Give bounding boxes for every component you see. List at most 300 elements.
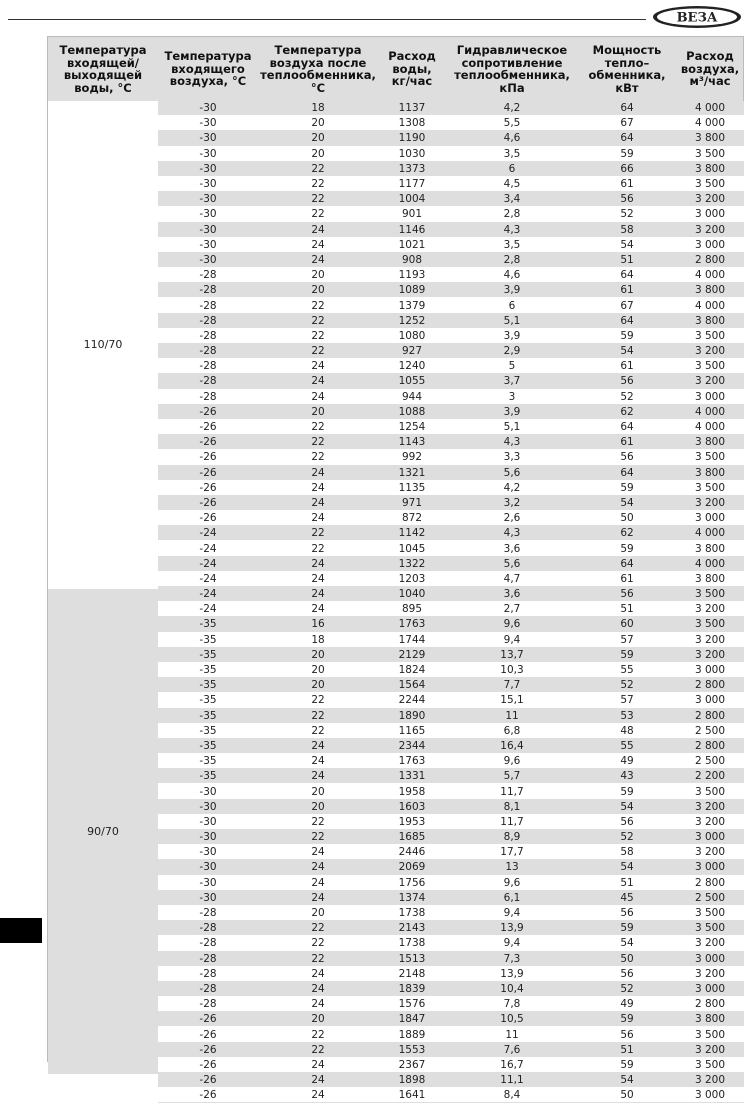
table-cell: 11 bbox=[505, 709, 519, 722]
table-row bbox=[158, 405, 744, 420]
table-row bbox=[158, 420, 744, 435]
table-cell: -35 bbox=[199, 679, 217, 692]
table-cell: 64 bbox=[620, 314, 634, 327]
table-cell: 11,1 bbox=[500, 1074, 524, 1087]
table-cell: 61 bbox=[620, 436, 634, 449]
table-cell: 3 000 bbox=[694, 1089, 726, 1102]
table-cell: -30 bbox=[199, 193, 217, 206]
table-cell: 24 bbox=[311, 238, 325, 251]
table-cell: 4,6 bbox=[503, 132, 521, 145]
table-cell: 55 bbox=[620, 664, 634, 677]
table-cell: -35 bbox=[199, 739, 217, 752]
table-cell: 10,3 bbox=[500, 664, 524, 677]
table-cell: 22 bbox=[311, 922, 325, 935]
table-cell: -28 bbox=[199, 922, 217, 935]
table-cell: 1055 bbox=[398, 375, 426, 388]
table-cell: 3,6 bbox=[503, 588, 521, 601]
table-cell: -24 bbox=[199, 557, 217, 570]
table-cell: 7,6 bbox=[503, 1043, 521, 1056]
table-cell: 3 800 bbox=[694, 572, 726, 585]
table-cell: 24 bbox=[311, 375, 325, 388]
table-cell: 1137 bbox=[398, 102, 426, 115]
table-cell: 24 bbox=[311, 588, 325, 601]
table-cell: 2069 bbox=[398, 861, 426, 874]
table-cell: -30 bbox=[199, 815, 217, 828]
table-cell: -26 bbox=[199, 466, 217, 479]
table-cell: 52 bbox=[620, 208, 634, 221]
table-row bbox=[158, 921, 744, 936]
table-cell: 7,8 bbox=[503, 998, 521, 1011]
table-cell: 54 bbox=[620, 937, 634, 950]
table-cell: 3 500 bbox=[694, 481, 726, 494]
table-cell: 5 bbox=[508, 360, 516, 373]
table-row bbox=[158, 268, 744, 283]
table-cell: 1603 bbox=[398, 800, 426, 813]
table-row bbox=[158, 1088, 744, 1103]
table-cell: 22 bbox=[311, 314, 325, 327]
table-cell: 3,9 bbox=[503, 405, 521, 418]
table-cell: 20 bbox=[311, 405, 325, 418]
table-cell: 49 bbox=[620, 755, 634, 768]
table-row bbox=[158, 830, 744, 845]
table-cell: 53 bbox=[620, 709, 634, 722]
table-cell: 17,7 bbox=[500, 846, 524, 859]
table-row bbox=[158, 1058, 744, 1073]
table-cell: 8,9 bbox=[503, 831, 521, 844]
table-cell: 1203 bbox=[398, 572, 426, 585]
table-row bbox=[158, 633, 744, 648]
table-cell: 3 200 bbox=[694, 633, 726, 646]
table-cell: 5,1 bbox=[503, 314, 521, 327]
table-cell: -28 bbox=[199, 952, 217, 965]
table-cell: 24 bbox=[311, 557, 325, 570]
table-cell: -28 bbox=[199, 329, 217, 342]
table-cell: 9,4 bbox=[503, 633, 521, 646]
table-cell: 1898 bbox=[398, 1074, 426, 1087]
table-cell: 3 000 bbox=[694, 694, 726, 707]
table-cell: 54 bbox=[620, 496, 634, 509]
table-row bbox=[158, 906, 744, 921]
table-cell: 56 bbox=[620, 967, 634, 980]
table-cell: 1004 bbox=[398, 193, 426, 206]
table-row bbox=[158, 374, 744, 389]
table-cell: 60 bbox=[620, 618, 634, 631]
table-cell: 1252 bbox=[398, 314, 426, 327]
table-cell: 2,8 bbox=[503, 208, 521, 221]
table-row bbox=[158, 724, 744, 739]
table-row bbox=[158, 784, 744, 799]
table-row bbox=[158, 207, 744, 222]
table-row bbox=[158, 116, 744, 131]
table-cell: -35 bbox=[199, 694, 217, 707]
table-cell: 11 bbox=[505, 1028, 519, 1041]
table-cell: 22 bbox=[311, 709, 325, 722]
table-row bbox=[158, 541, 744, 556]
water-temperature-group: 110/70 bbox=[48, 101, 158, 587]
table-cell: 50 bbox=[620, 512, 634, 525]
table-cell: 3 200 bbox=[694, 1074, 726, 1087]
table-cell: -35 bbox=[199, 648, 217, 661]
table-cell: 24 bbox=[311, 512, 325, 525]
table-cell: 1685 bbox=[398, 831, 426, 844]
table-cell: 3 500 bbox=[694, 588, 726, 601]
table-cell: 2367 bbox=[398, 1058, 426, 1071]
table-cell: 2344 bbox=[398, 739, 426, 752]
table-cell: 57 bbox=[620, 633, 634, 646]
table-cell: 22 bbox=[311, 694, 325, 707]
table-cell: -24 bbox=[199, 603, 217, 616]
table-row bbox=[158, 283, 744, 298]
table-row bbox=[158, 572, 744, 587]
table-cell: 51 bbox=[620, 253, 634, 266]
table-cell: -30 bbox=[199, 132, 217, 145]
table-row bbox=[158, 860, 744, 875]
table-cell: 2 200 bbox=[694, 770, 726, 783]
table-cell: 64 bbox=[620, 557, 634, 570]
table-cell: 56 bbox=[620, 193, 634, 206]
table-cell: 1040 bbox=[398, 588, 426, 601]
table-cell: 1190 bbox=[398, 132, 426, 145]
table-cell: 3,2 bbox=[503, 496, 521, 509]
table-cell: 16,7 bbox=[500, 1058, 524, 1071]
table-cell: 45 bbox=[620, 891, 634, 904]
table-cell: 56 bbox=[620, 451, 634, 464]
table-cell: 24 bbox=[311, 770, 325, 783]
table-cell: 1839 bbox=[398, 982, 426, 995]
table-cell: 3 000 bbox=[694, 390, 726, 403]
table-cell: 24 bbox=[311, 876, 325, 889]
table-row bbox=[158, 329, 744, 344]
table-cell: 20 bbox=[311, 800, 325, 813]
table-cell: 24 bbox=[311, 739, 325, 752]
table-cell: 22 bbox=[311, 527, 325, 540]
table-cell: 927 bbox=[401, 345, 423, 358]
table-cell: 971 bbox=[401, 496, 423, 509]
table-cell: 1889 bbox=[398, 1028, 426, 1041]
table-cell: 24 bbox=[311, 466, 325, 479]
table-row bbox=[158, 663, 744, 678]
table-cell: 2,6 bbox=[503, 512, 521, 525]
table-cell: 3 000 bbox=[694, 861, 726, 874]
table-cell: 22 bbox=[311, 329, 325, 342]
table-cell: 20 bbox=[311, 679, 325, 692]
table-cell: 64 bbox=[620, 102, 634, 115]
table-cell: 3 500 bbox=[694, 618, 726, 631]
table-cell: 56 bbox=[620, 375, 634, 388]
table-cell: 5,7 bbox=[503, 770, 521, 783]
table-cell: 59 bbox=[620, 785, 634, 798]
table-cell: 4 000 bbox=[694, 557, 726, 570]
table-cell: 4 000 bbox=[694, 405, 726, 418]
table-row bbox=[158, 390, 744, 405]
table-cell: 22 bbox=[311, 436, 325, 449]
table-row bbox=[158, 587, 744, 602]
table-cell: 895 bbox=[401, 603, 423, 616]
table-row bbox=[158, 359, 744, 374]
table-row bbox=[158, 891, 744, 906]
table-cell: -30 bbox=[199, 831, 217, 844]
table-cell: 2 800 bbox=[694, 739, 726, 752]
table-cell: 67 bbox=[620, 117, 634, 130]
table-cell: 9,4 bbox=[503, 907, 521, 920]
page-side-tab bbox=[0, 918, 42, 943]
table-cell: -28 bbox=[199, 284, 217, 297]
table-cell: 22 bbox=[311, 162, 325, 175]
table-cell: 50 bbox=[620, 1089, 634, 1102]
table-cell: 3 500 bbox=[694, 360, 726, 373]
table-cell: 1080 bbox=[398, 329, 426, 342]
table-cell: 24 bbox=[311, 967, 325, 980]
table-row bbox=[158, 298, 744, 313]
table-cell: 3,4 bbox=[503, 193, 521, 206]
table-cell: -30 bbox=[199, 253, 217, 266]
table-cell: -35 bbox=[199, 633, 217, 646]
table-cell: 3 200 bbox=[694, 375, 726, 388]
table-cell: 3 200 bbox=[694, 967, 726, 980]
table-cell: 1763 bbox=[398, 755, 426, 768]
table-cell: 58 bbox=[620, 223, 634, 236]
table-cell: 3 500 bbox=[694, 922, 726, 935]
table-cell: 3 200 bbox=[694, 345, 726, 358]
table-cell: 1254 bbox=[398, 421, 426, 434]
table-cell: 52 bbox=[620, 679, 634, 692]
table-cell: 2 800 bbox=[694, 679, 726, 692]
table-cell: 4,2 bbox=[503, 102, 521, 115]
table-cell: 24 bbox=[311, 496, 325, 509]
table-row bbox=[158, 192, 744, 207]
column-header: Температура входящей/ выходящей воды, °С bbox=[59, 43, 147, 95]
table-cell: 20 bbox=[311, 117, 325, 130]
table-cell: -28 bbox=[199, 269, 217, 282]
table-cell: -26 bbox=[199, 451, 217, 464]
table-cell: 13 bbox=[505, 861, 519, 874]
table-row bbox=[158, 845, 744, 860]
table-cell: 43 bbox=[620, 770, 634, 783]
table-cell: 2143 bbox=[398, 922, 426, 935]
table-cell: 3 200 bbox=[694, 496, 726, 509]
table-cell: -30 bbox=[199, 162, 217, 175]
table-header bbox=[48, 37, 743, 101]
table-cell: 20 bbox=[311, 664, 325, 677]
table-cell: 3 bbox=[508, 390, 516, 403]
table-cell: 3 500 bbox=[694, 451, 726, 464]
table-cell: 3,9 bbox=[503, 329, 521, 342]
table-row bbox=[158, 709, 744, 724]
table-row bbox=[158, 754, 744, 769]
table-row bbox=[158, 1073, 744, 1088]
table-cell: 51 bbox=[620, 603, 634, 616]
table-cell: 2,9 bbox=[503, 345, 521, 358]
table-cell: 1089 bbox=[398, 284, 426, 297]
table-cell: 3 000 bbox=[694, 831, 726, 844]
table-cell: 3 800 bbox=[694, 466, 726, 479]
table-cell: 55 bbox=[620, 739, 634, 752]
table-cell: 22 bbox=[311, 952, 325, 965]
table-cell: -30 bbox=[199, 861, 217, 874]
table-cell: -26 bbox=[199, 496, 217, 509]
table-cell: -28 bbox=[199, 937, 217, 950]
table-cell: 20 bbox=[311, 269, 325, 282]
table-cell: 20 bbox=[311, 785, 325, 798]
table-cell: 5,6 bbox=[503, 466, 521, 479]
table-cell: 3 500 bbox=[694, 907, 726, 920]
table-cell: 1379 bbox=[398, 299, 426, 312]
logo-text: ВЕЗА bbox=[676, 10, 718, 26]
table-cell: -26 bbox=[199, 1089, 217, 1102]
table-cell: 3 200 bbox=[694, 603, 726, 616]
table-cell: 8,4 bbox=[503, 1089, 521, 1102]
table-cell: -28 bbox=[199, 982, 217, 995]
table-cell: 56 bbox=[620, 588, 634, 601]
table-row bbox=[158, 162, 744, 177]
table-cell: 1177 bbox=[398, 178, 426, 191]
table-cell: 4 000 bbox=[694, 421, 726, 434]
table-cell: 22 bbox=[311, 542, 325, 555]
table-cell: -28 bbox=[199, 998, 217, 1011]
table-cell: 61 bbox=[620, 572, 634, 585]
table-cell: 52 bbox=[620, 982, 634, 995]
table-cell: 66 bbox=[620, 162, 634, 175]
table-cell: 16,4 bbox=[500, 739, 524, 752]
table-cell: 24 bbox=[311, 846, 325, 859]
table-cell: -26 bbox=[199, 1013, 217, 1026]
table-cell: 57 bbox=[620, 694, 634, 707]
table-cell: 61 bbox=[620, 360, 634, 373]
table-cell: 59 bbox=[620, 1013, 634, 1026]
table-cell: 20 bbox=[311, 648, 325, 661]
table-row bbox=[158, 344, 744, 359]
table-cell: -26 bbox=[199, 436, 217, 449]
table-cell: -28 bbox=[199, 299, 217, 312]
table-cell: 24 bbox=[311, 223, 325, 236]
table-cell: -30 bbox=[199, 178, 217, 191]
table-cell: -28 bbox=[199, 375, 217, 388]
table-row bbox=[158, 223, 744, 238]
table-cell: 1088 bbox=[398, 405, 426, 418]
table-cell: 8,1 bbox=[503, 800, 521, 813]
table-cell: 24 bbox=[311, 1074, 325, 1087]
table-row bbox=[158, 177, 744, 192]
table-cell: -30 bbox=[199, 208, 217, 221]
table-cell: 3 000 bbox=[694, 664, 726, 677]
table-cell: 4,2 bbox=[503, 481, 521, 494]
table-cell: 22 bbox=[311, 831, 325, 844]
table-cell: 3 500 bbox=[694, 147, 726, 160]
table-row bbox=[158, 435, 744, 450]
table-cell: 4,6 bbox=[503, 269, 521, 282]
table-cell: 48 bbox=[620, 724, 634, 737]
table-cell: 64 bbox=[620, 466, 634, 479]
table-cell: 3 800 bbox=[694, 132, 726, 145]
table-cell: 13,9 bbox=[500, 967, 524, 980]
table-cell: 1763 bbox=[398, 618, 426, 631]
table-cell: 2446 bbox=[398, 846, 426, 859]
table-cell: -24 bbox=[199, 542, 217, 555]
table-row bbox=[158, 769, 744, 784]
table-cell: 9,6 bbox=[503, 755, 521, 768]
table-cell: 22 bbox=[311, 937, 325, 950]
table-cell: 3,9 bbox=[503, 284, 521, 297]
table-cell: 2244 bbox=[398, 694, 426, 707]
table-cell: 4 000 bbox=[694, 269, 726, 282]
table-row bbox=[158, 496, 744, 511]
table-row bbox=[158, 648, 744, 663]
table-cell: 1953 bbox=[398, 815, 426, 828]
table-cell: -28 bbox=[199, 360, 217, 373]
specs-table bbox=[47, 36, 744, 1102]
table-cell: 3 200 bbox=[694, 815, 726, 828]
table-cell: -28 bbox=[199, 907, 217, 920]
table-cell: 20 bbox=[311, 1013, 325, 1026]
table-row bbox=[158, 1027, 744, 1042]
table-cell: 1738 bbox=[398, 907, 426, 920]
table-cell: 3 500 bbox=[694, 1028, 726, 1041]
table-row bbox=[158, 815, 744, 830]
table-cell: 4 000 bbox=[694, 102, 726, 115]
table-cell: 24 bbox=[311, 603, 325, 616]
table-cell: -30 bbox=[199, 846, 217, 859]
table-cell: -24 bbox=[199, 527, 217, 540]
column-header: Расход воды, кг/час bbox=[388, 49, 436, 89]
table-cell: 1890 bbox=[398, 709, 426, 722]
table-cell: 5,1 bbox=[503, 421, 521, 434]
table-cell: 52 bbox=[620, 390, 634, 403]
table-cell: 22 bbox=[311, 815, 325, 828]
table-cell: 2,7 bbox=[503, 603, 521, 616]
table-cell: 51 bbox=[620, 876, 634, 889]
table-cell: 6 bbox=[508, 299, 516, 312]
table-row bbox=[158, 1043, 744, 1058]
table-cell: 22 bbox=[311, 178, 325, 191]
column-header: Температура воздуха после теплообменника, °С bbox=[260, 43, 376, 95]
table-cell: 22 bbox=[311, 345, 325, 358]
table-row bbox=[158, 557, 744, 572]
table-cell: 3 500 bbox=[694, 329, 726, 342]
table-cell: 1564 bbox=[398, 679, 426, 692]
table-cell: 3 200 bbox=[694, 937, 726, 950]
column-header: Температура входящего воздуха, °С bbox=[164, 49, 252, 89]
table-cell: 22 bbox=[311, 299, 325, 312]
table-cell: -26 bbox=[199, 1043, 217, 1056]
table-row bbox=[158, 147, 744, 162]
table-cell: 2,8 bbox=[503, 253, 521, 266]
table-cell: 1738 bbox=[398, 937, 426, 950]
column-header: Мощность тепло– обменника, кВт bbox=[588, 43, 666, 95]
table-cell: -24 bbox=[199, 588, 217, 601]
table-cell: -30 bbox=[199, 876, 217, 889]
table-cell: 51 bbox=[620, 1043, 634, 1056]
table-cell: 18 bbox=[311, 633, 325, 646]
table-cell: 54 bbox=[620, 800, 634, 813]
table-cell: 1373 bbox=[398, 162, 426, 175]
table-cell: 4,5 bbox=[503, 178, 521, 191]
table-cell: 64 bbox=[620, 132, 634, 145]
table-cell: 24 bbox=[311, 755, 325, 768]
table-cell: 22 bbox=[311, 451, 325, 464]
table-cell: 4 000 bbox=[694, 527, 726, 540]
table-cell: 54 bbox=[620, 345, 634, 358]
table-cell: 1165 bbox=[398, 724, 426, 737]
table-cell: 22 bbox=[311, 193, 325, 206]
table-cell: -35 bbox=[199, 724, 217, 737]
table-cell: 7,7 bbox=[503, 679, 521, 692]
water-temperature-group: 90/70 bbox=[48, 587, 158, 1073]
table-cell: 9,4 bbox=[503, 937, 521, 950]
table-cell: 3 000 bbox=[694, 512, 726, 525]
table-cell: 22 bbox=[311, 1043, 325, 1056]
table-cell: -30 bbox=[199, 223, 217, 236]
table-cell: 61 bbox=[620, 178, 634, 191]
